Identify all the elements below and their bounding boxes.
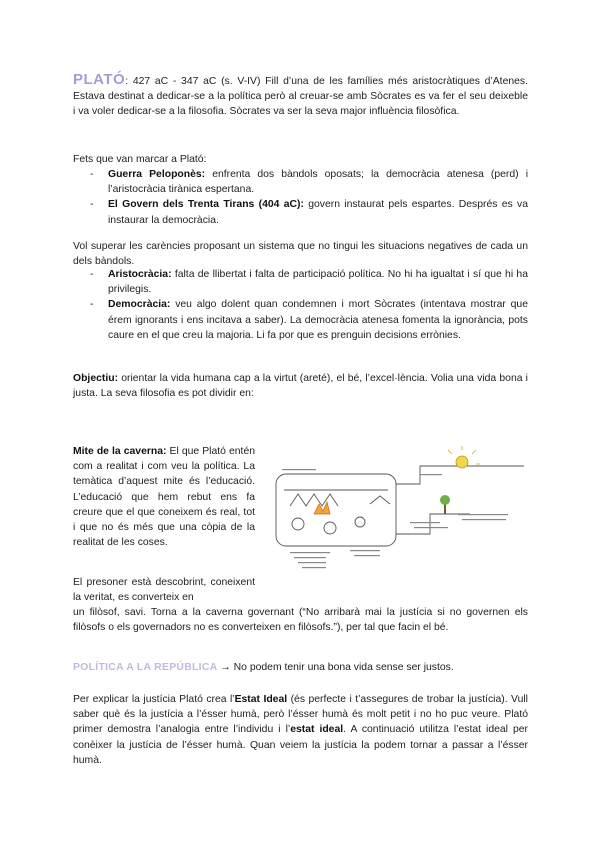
cave-outline bbox=[276, 474, 396, 546]
fire-icon bbox=[314, 502, 330, 514]
facts-list bbox=[73, 167, 528, 228]
list-item-text: falta de llibertat i falta de participació política. No hi ha igualtat i sí que hi ha privilegis. bbox=[108, 269, 528, 296]
list-item-text: govern instaurat pels espartes. Després es va instaurar la democràcia. bbox=[108, 199, 528, 226]
list-item: - Democràcia: veu algo dolent quan condemnen i mort Sòcrates (intentava mostrar que érem ignorants i ens incitava a saber). La democràcia atenesa fomenta la ignorància, pots caure en el que creu la majoria. Li fa por que es prenguin decisions errònies. bbox=[90, 299, 528, 341]
list-item-text: veu algo dolent quan condemnen i mort Sòcrates (intentava mostrar que érem ignorants i ens incitava a saber). La democràcia atenesa fomenta la ignorància, pots caure en el que creu la majoria. Li fa por que es prenguin decisions errònies. bbox=[108, 299, 528, 341]
cave-label: Mite de la caverna: bbox=[73, 446, 167, 457]
shadow-figures bbox=[290, 494, 338, 506]
facts-heading: Fets que van marcar a Plató: bbox=[73, 154, 207, 165]
cave-continuation-a: El presoner està descobrint, coneixent la veritat, es converteix en bbox=[73, 577, 255, 604]
tree-icon bbox=[440, 495, 450, 514]
republic-bold-2: estat ideal bbox=[290, 724, 344, 736]
objective-text: orientar la vida humana cap a la virtut (areté), el bé, l’excel·lència. Volia una vida bona i justa. La seva filosofia es pot dividir en: bbox=[73, 373, 528, 400]
republic-text-2: (és perfecte i t’assegures de trobar la justícia). Vull saber què és la justícia a l’ésser humà, però l’ésser humà és molt petit i no ho puc veure. Plató primer demostra l’analogia entre l’individu i l’ bbox=[73, 694, 528, 736]
republic-text-3: . A continuació utilitza l’estat ideal per conèixer la justícia de l’ésser humà. Quan veiem la justícia la podem tornar a passar a l’ésser humà. bbox=[73, 724, 529, 766]
list-item-bold: El Govern dels Trenta Tirans (404 aC): bbox=[108, 199, 304, 211]
sun-icon bbox=[448, 446, 480, 468]
cave-myth-drawing bbox=[270, 444, 524, 589]
overcome-heading: Vol superar les carències proposant un sistema que no tingui les situacions negatives de cada un dels bàndols. bbox=[73, 241, 528, 268]
list-item: - Guerra Peloponès: enfrenta dos bàndols oposats; la democràcia atenesa (perd) i l’aristocràcia tirànica espertana. bbox=[90, 169, 528, 196]
cave-text: El que Plató entén com a realitat i com veu la política. La temàtica d’aquest mite és l’educació. L’educació que hem rebut ens fa creure que el que coneixem és real, tot i que no és més que una còpia de la realitat de les coses. bbox=[73, 446, 255, 549]
intro-text: : 427 aC - 347 aC (s. V-IV) Fill d’una de les famílies més aristocràtiques d’Atenes. Estava destinat a dedicar-se a la política però al creuar-se amb Sòcrates es va fer el seu deixeble i va voler dedicar-se a la filosofia. Sòcrates va ser la seva major influència filosòfica. bbox=[73, 76, 528, 118]
overcome-list bbox=[73, 267, 528, 343]
list-item-text: enfrenta dos bàndols oposats; la democràcia atenesa (perd) i l’aristocràcia tirànica espertana. bbox=[108, 169, 528, 196]
section-title: POLÍTICA A LA REPÚBLICA bbox=[73, 662, 218, 673]
republic-bold-1: Estat Ideal bbox=[234, 694, 288, 705]
list-item-bold: Aristocràcia: bbox=[108, 269, 172, 280]
objective-paragraph bbox=[73, 371, 528, 401]
objective-label: Objectiu: bbox=[73, 373, 119, 384]
cave-paragraph bbox=[73, 444, 255, 550]
republic-heading-line bbox=[73, 660, 528, 675]
republic-paragraph bbox=[73, 692, 528, 768]
list-item-bold: Guerra Peloponès: bbox=[108, 169, 206, 180]
list-item: - Aristocràcia: falta de llibertat i falta de participació política. No hi ha igualtat i sí que hi ha privilegis. bbox=[90, 269, 528, 296]
list-item-bold: Democràcia: bbox=[108, 299, 171, 311]
republic-text-1: Per explicar la justícia Plató crea l’ bbox=[73, 694, 235, 705]
intro-paragraph bbox=[73, 72, 528, 120]
republic-tail: No podem tenir una bona vida sense ser justos. bbox=[233, 662, 454, 673]
page-title: PLATÓ bbox=[73, 71, 126, 88]
cave-continuation-b: un filòsof, savi. Torna a la caverna governant (“No arribarà mai la justícia si no governen els filòsofs o els governadors no es converteixen en filòsofs.”), per tal que facin el bé. bbox=[73, 607, 528, 634]
arrow-icon: → bbox=[217, 662, 234, 673]
list-item: - El Govern dels Trenta Tirans (404 aC): govern instaurat pels espartes. Després es va instaurar la democràcia. bbox=[90, 199, 528, 226]
